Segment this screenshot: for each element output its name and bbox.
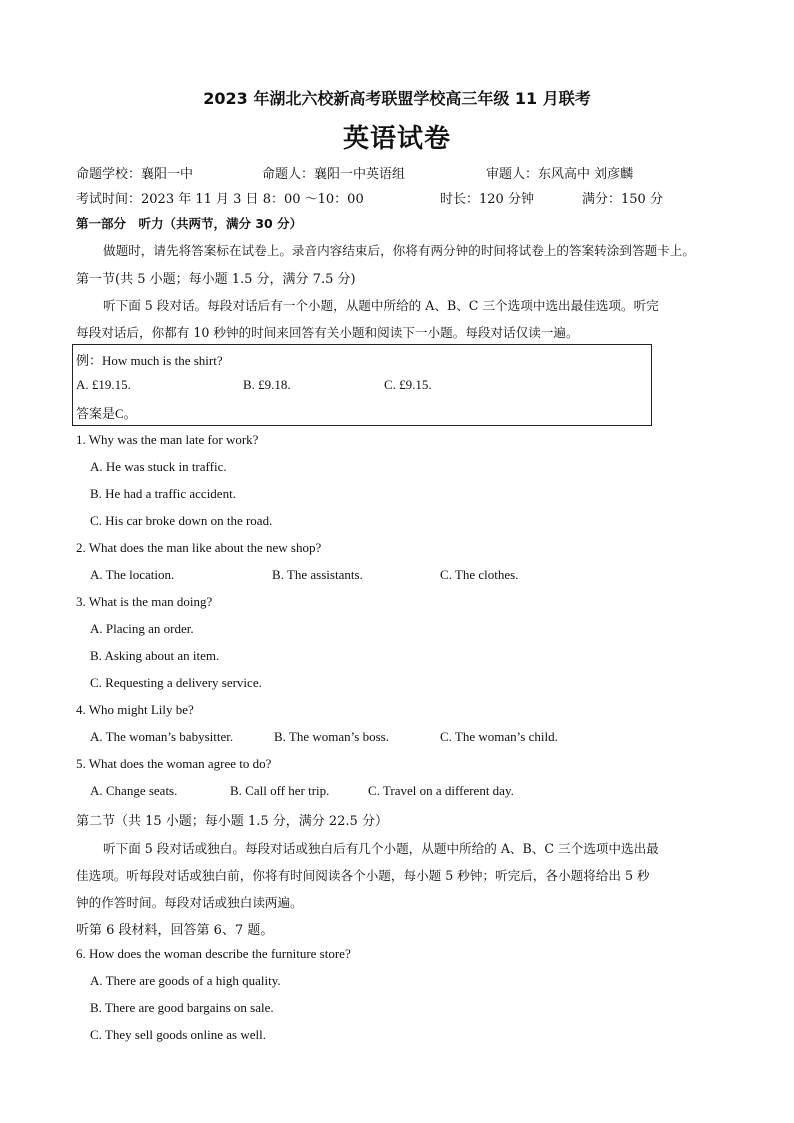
question-6-option-c: C. They sell goods online as well. [90,1027,266,1042]
question-6-option-a: A. There are goods of a high quality. [90,973,281,988]
example-option-c: C. £9.15. [384,377,432,392]
question-5-option-a: A. Change seats. [90,783,178,798]
question-6-stem: 6. How does the woman describe the furniture store? [76,946,351,961]
info-reviewer: 审题人：东风高中 刘彦麟 [486,167,634,182]
info-duration: 时长：120 分钟 [440,192,534,207]
question-3-option-b: B. Asking about an item. [90,648,220,663]
question-1-option-a: A. He was stuck in traffic. [90,459,227,474]
question-2-option-b: B. The assistants. [272,567,363,582]
info-time: 考试时间：2023 年 11 月 3 日 8：00 ～10：00 [76,192,364,207]
section1-heading: 第一节(共 5 小题；每小题 1.5 分，满分 7.5 分) [76,272,356,287]
question-5-stem: 5. What does the woman agree to do? [76,756,272,771]
question-5-option-c: C. Travel on a different day. [368,783,514,798]
section2-instruction-3: 钟的作答时间。每段对话或独白读两遍。 [76,895,303,910]
section2-instruction-1: 听下面 5 段对话或独白。每段对话或独白后有几个小题，从题中所给的 A、B、C 三个选项中选出最 [103,841,659,856]
question-3-option-a: A. Placing an order. [90,621,194,636]
question-1-option-b: B. He had a traffic accident. [90,486,236,501]
question-3-option-c: C. Requesting a delivery service. [90,675,262,690]
info-author: 命题人：襄阳一中英语组 [262,167,406,182]
section2-instruction-2: 佳选项。听每段对话或独白前，你将有时间阅读各个小题，每小题 5 秒钟；听完后，各小题将给出 5 秒 [76,868,650,883]
question-1-stem: 1. Why was the man late for work? [76,432,259,447]
subject-title: 英语试卷 [342,124,451,154]
question-2-option-a: A. The location. [90,567,175,582]
question-5-option-b: B. Call off her trip. [230,783,330,798]
example-option-a: A. £19.15. [76,377,131,392]
exam-title: 2023 年湖北六校新高考联盟学校高三年级 11 月联考 [203,89,591,108]
section2-heading: 第二节（共 15 小题；每小题 1.5 分，满分 22.5 分） [76,814,388,829]
question-4-option-c: C. The woman’s child. [440,729,558,744]
part1-heading: 第一部分 听力（共两节，满分 30 分） [76,216,303,231]
example-option-b: B. £9.18. [243,377,291,392]
part1-instruction: 做题时，请先将答案标在试卷上。录音内容结束后，你将有两分钟的时间将试卷上的答案转涂到答题卡上。 [103,243,695,258]
question-3-stem: 3. What is the man doing? [76,594,213,609]
question-4-option-a: A. The woman’s babysitter. [90,729,234,744]
question-1-option-c: C. His car broke down on the road. [90,513,273,528]
question-4-option-b: B. The woman’s boss. [274,729,389,744]
question-2-stem: 2. What does the man like about the new shop? [76,540,322,555]
question-6-option-b: B. There are good bargains on sale. [90,1000,274,1015]
example-answer: 答案是C。 [76,406,137,421]
section1-instruction-1: 听下面 5 段对话。每段对话后有一个小题，从题中所给的 A、B、C 三个选项中选出最佳选项。听完 [103,298,659,313]
section1-instruction-2: 每段对话后，你都有 10 秒钟的时间来回答有关小题和阅读下一小题。每段对话仅读一遍。 [76,325,579,340]
example-question: 例：How much is the shirt? [76,353,223,368]
question-2-option-c: C. The clothes. [440,567,519,582]
material-note: 听第 6 段材料，回答第 6、7 题。 [76,923,274,938]
question-4-stem: 4. Who might Lily be? [76,702,194,717]
info-school: 命题学校：襄阳一中 [76,167,194,182]
info-full-score: 满分：150 分 [582,192,663,207]
